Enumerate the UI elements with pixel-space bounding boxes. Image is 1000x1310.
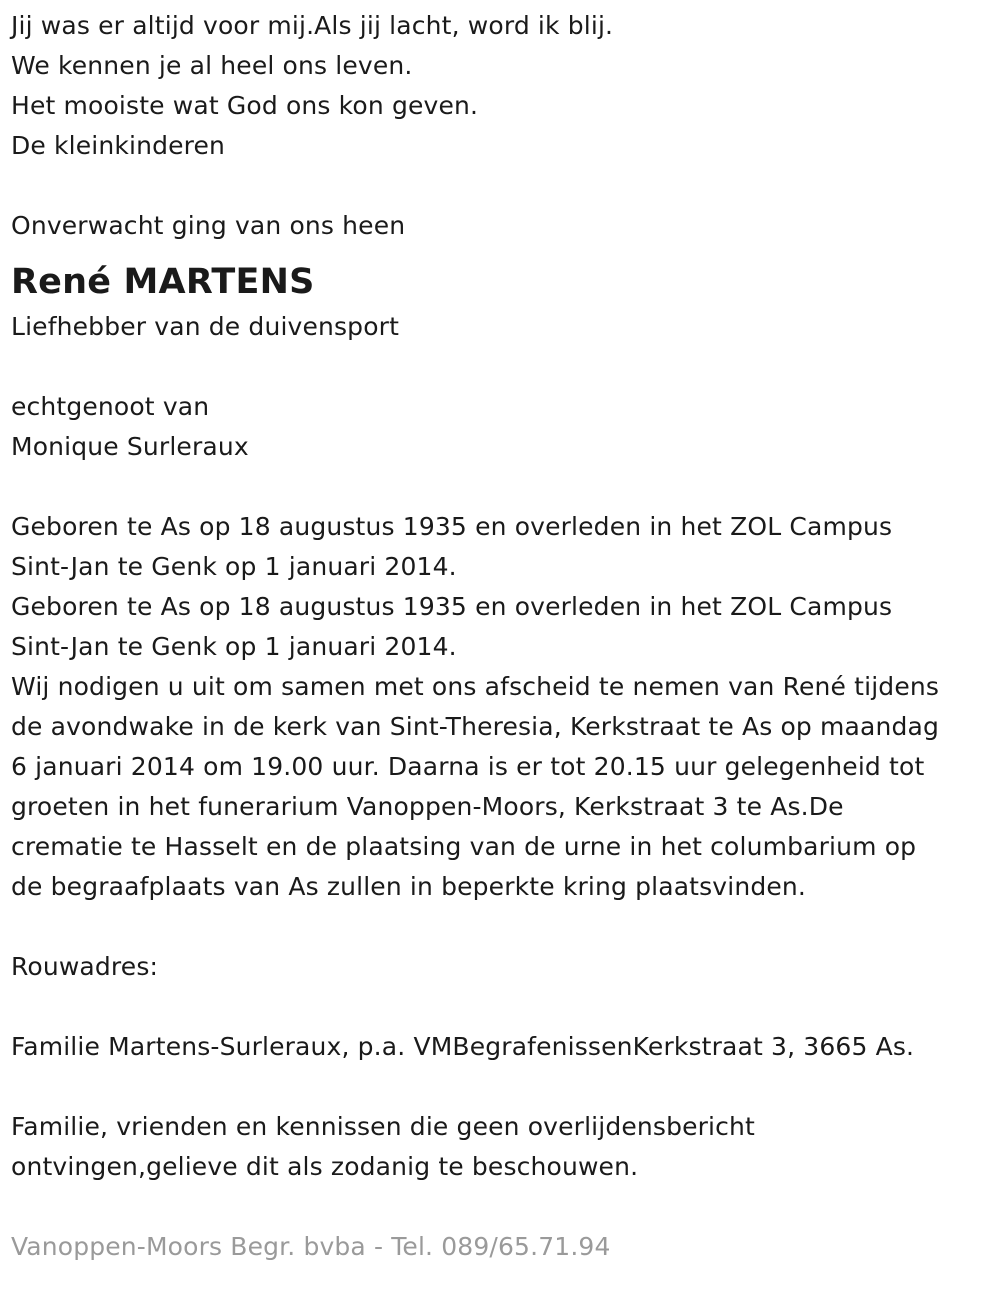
deceased-hobby: Liefhebber van de duivensport bbox=[11, 312, 400, 341]
address-section bbox=[11, 947, 990, 1067]
ceremony-section bbox=[11, 667, 990, 907]
spacer bbox=[11, 1187, 990, 1227]
poem bbox=[11, 6, 990, 166]
spacer bbox=[11, 907, 990, 947]
ceremony-line-3: 6 januari 2014 om 19.00 uur. Daarna is er tot 20.15 uur gelegenheid tot bbox=[11, 752, 925, 781]
poem-line-1: Jij was er altijd voor mij.Als jij lacht, word ik blij. bbox=[11, 11, 614, 40]
ceremony-line-5: crematie te Hasselt en de plaatsing van de urne in het columbarium op bbox=[11, 832, 917, 861]
deceased-name: René MARTENS bbox=[11, 262, 315, 302]
poem-line-3: Het mooiste wat God ons kon geven. bbox=[11, 91, 479, 120]
spacer bbox=[11, 1067, 990, 1107]
ceremony-line-4: groeten in het funerarium Vanoppen-Moors, Kerkstraat 3 te As.De bbox=[11, 792, 844, 821]
birth-death-line-4: Sint-Jan te Genk op 1 januari 2014. bbox=[11, 632, 457, 661]
birth-death-section bbox=[11, 507, 990, 667]
spacer bbox=[11, 987, 990, 1027]
spouse-name: Monique Surleraux bbox=[11, 432, 249, 461]
spacer bbox=[11, 166, 990, 206]
birth-death-line-1: Geboren te As op 18 augustus 1935 en overleden in het ZOL Campus bbox=[11, 512, 893, 541]
spouse-relation: echtgenoot van bbox=[11, 392, 210, 421]
birth-death-line-2: Sint-Jan te Genk op 1 januari 2014. bbox=[11, 552, 457, 581]
address-label: Rouwadres: bbox=[11, 952, 159, 981]
notice-section bbox=[11, 1107, 990, 1187]
address-text: Familie Martens-Surleraux, p.a. VMBegrafenissenKerkstraat 3, 3665 As. bbox=[11, 1032, 915, 1061]
spacer bbox=[11, 347, 990, 387]
ceremony-line-6: de begraafplaats van As zullen in beperkte kring plaatsvinden. bbox=[11, 872, 806, 901]
ceremony-line-2: de avondwake in de kerk van Sint-Theresia, Kerkstraat te As op maandag bbox=[11, 712, 939, 741]
notice-line-2: ontvingen,gelieve dit als zodanig te beschouwen. bbox=[11, 1152, 639, 1181]
birth-death-line-3: Geboren te As op 18 augustus 1935 en overleden in het ZOL Campus bbox=[11, 592, 893, 621]
ceremony-line-1: Wij nodigen u uit om samen met ons afscheid te nemen van René tijdens bbox=[11, 672, 940, 701]
notice-line-1: Familie, vrienden en kennissen die geen overlijdensbericht bbox=[11, 1112, 755, 1141]
intro-text: Onverwacht ging van ons heen bbox=[11, 211, 406, 240]
spacer bbox=[11, 467, 990, 507]
poem-signature: De kleinkinderen bbox=[11, 131, 226, 160]
poem-line-2: We kennen je al heel ons leven. bbox=[11, 51, 413, 80]
spouse-section bbox=[11, 387, 990, 467]
funeral-home-footer: Vanoppen-Moors Begr. bvba - Tel. 089/65.71.94 bbox=[11, 1232, 611, 1261]
